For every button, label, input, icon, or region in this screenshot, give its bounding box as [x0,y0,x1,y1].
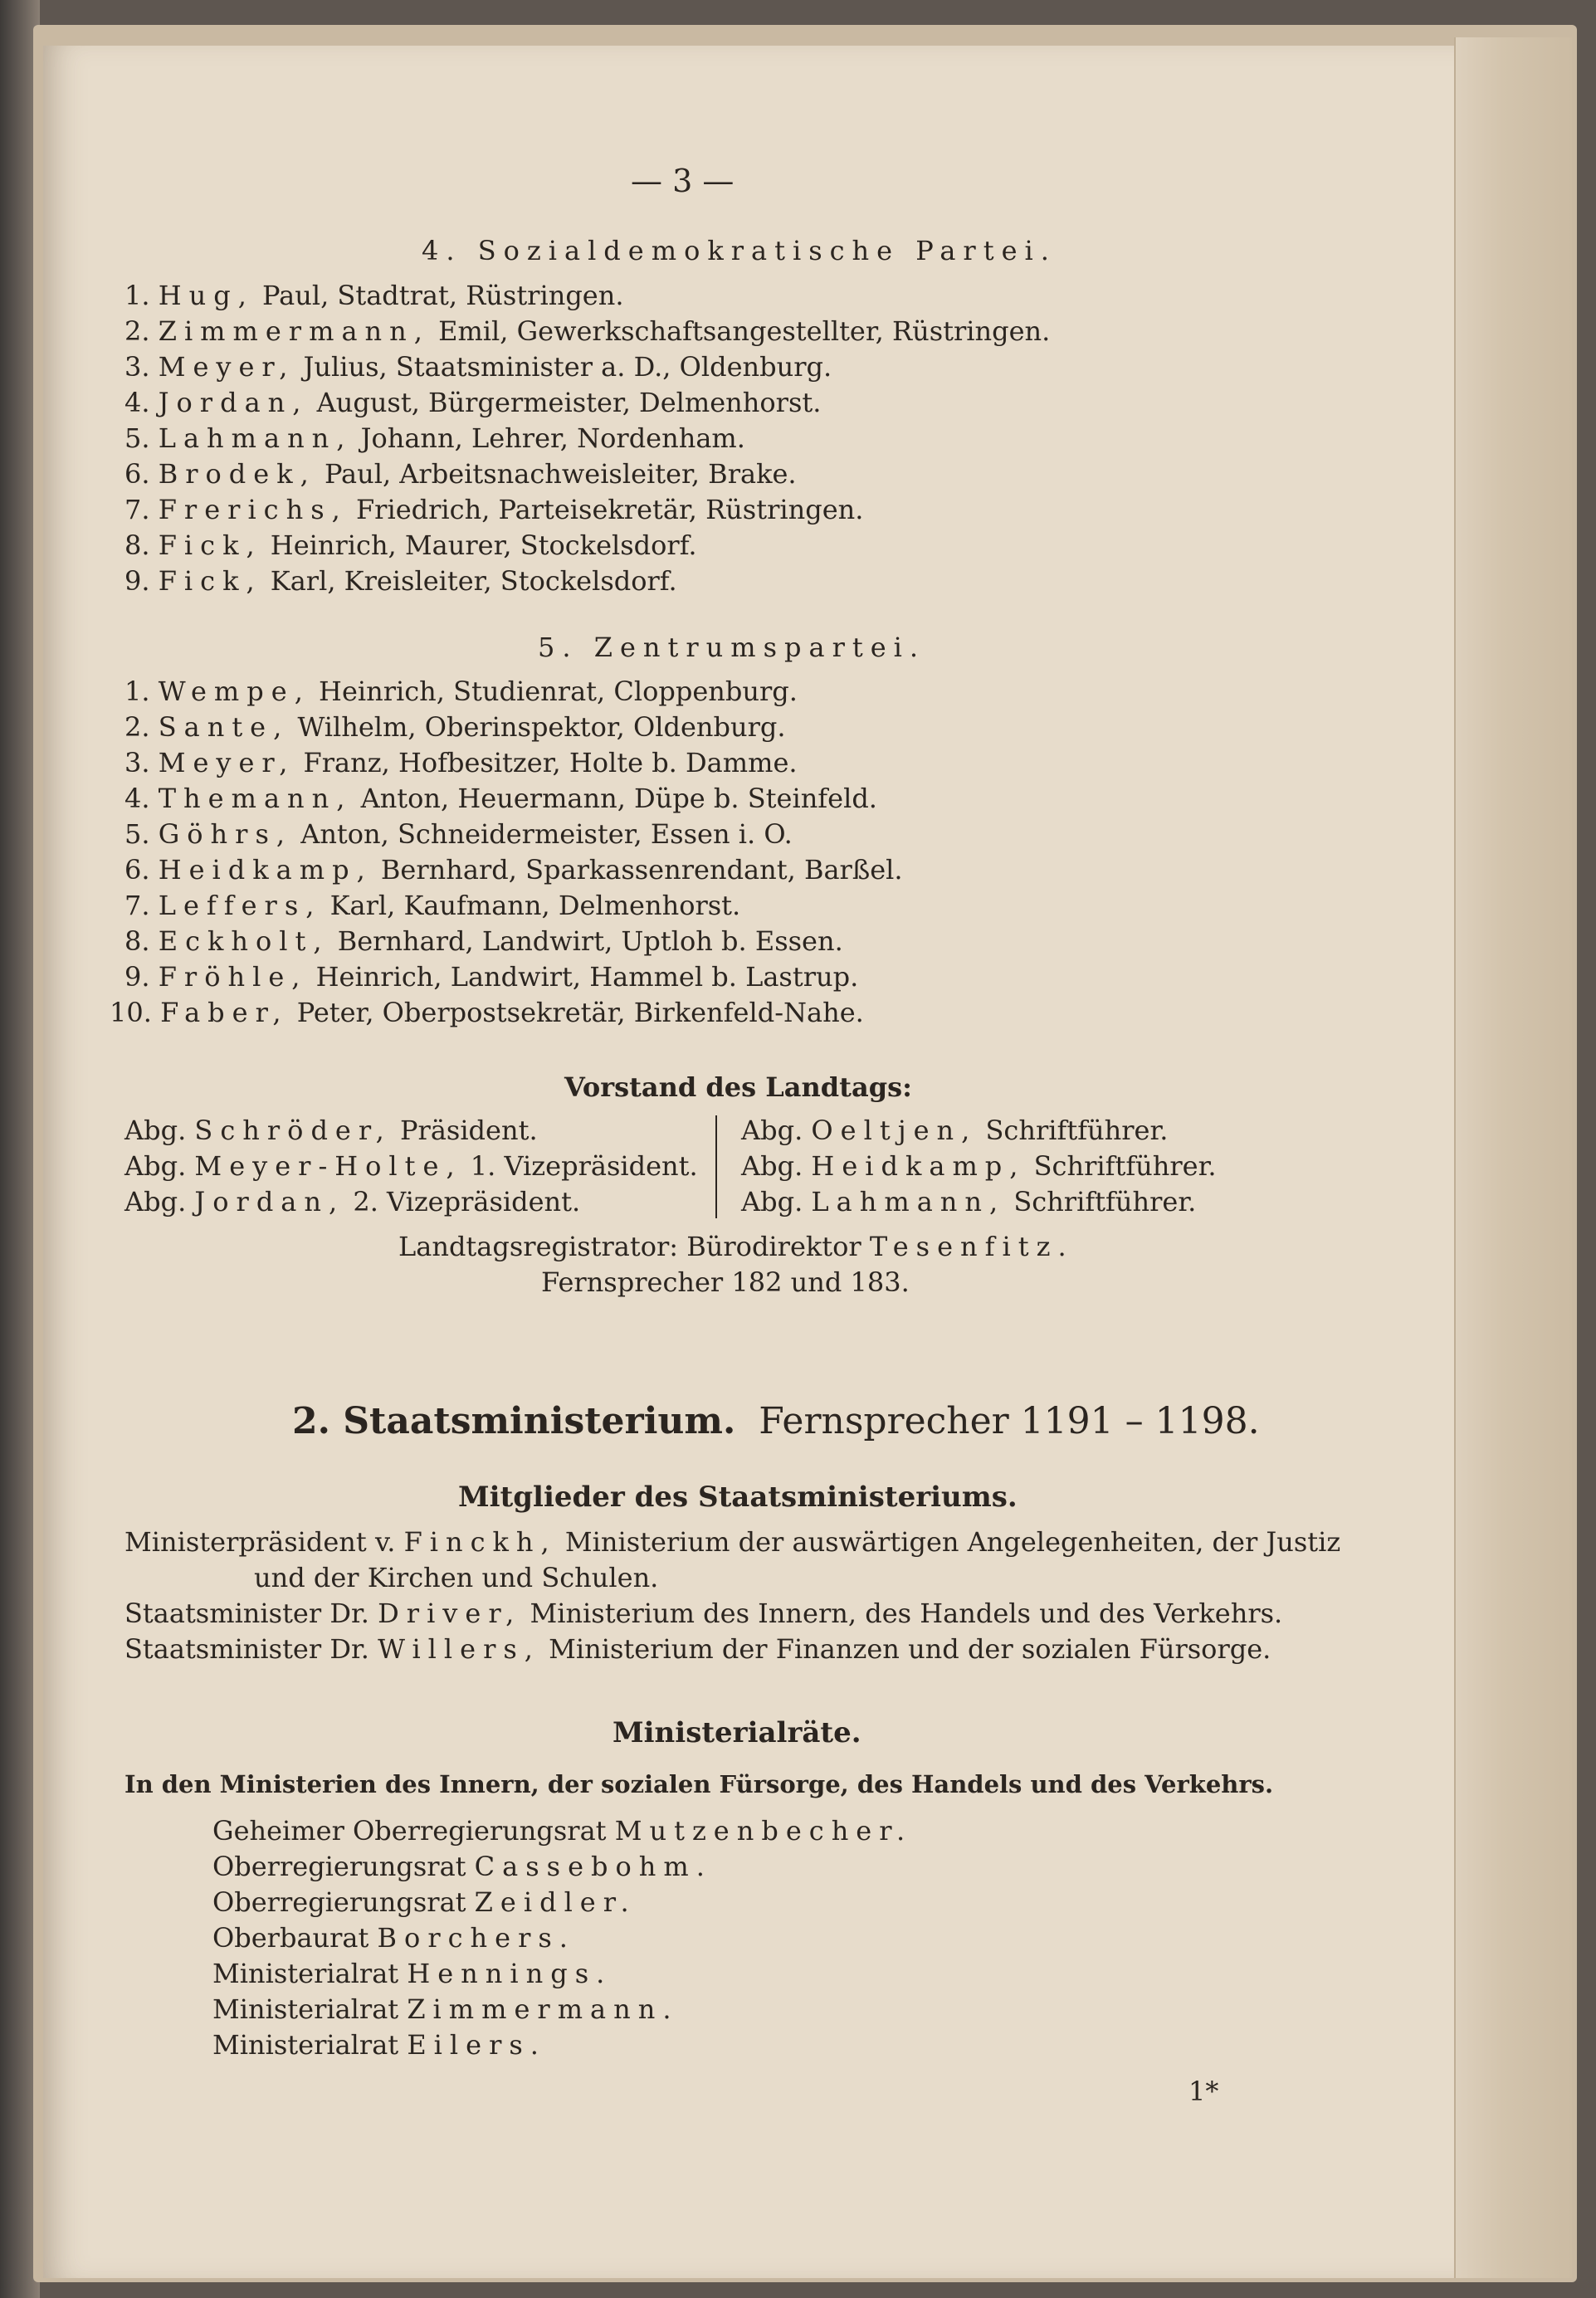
member-details: Johann, Lehrer, Nordenham. [352,422,745,454]
raete-heading: Ministerialräte. [613,1716,861,1749]
member-role: Präsident. [391,1115,538,1146]
member-name: Heidkamp, [811,1150,1026,1182]
member-name: Lahmann, [158,422,353,454]
official-title: Ministerialrat [212,1993,408,2025]
list-item [212,1993,679,2026]
member-details: Heinrich, Maurer, Stockelsdorf. [261,529,697,561]
member-name: Eckholt, [158,925,329,957]
member-name: Lahmann, [811,1186,1006,1217]
item-number: 5. [124,422,150,454]
member-details: Bernhard, Sparkassenrendant, Barßel. [372,854,903,886]
minister-entry [124,1525,1340,1559]
list-item [212,2028,546,2061]
official-name: Borchers. [377,1922,575,1954]
list-item [124,315,1050,348]
minister-title: Staatsminister Dr. [124,1598,378,1629]
list-item [124,853,903,886]
member-name: Frerichs, [158,494,348,525]
member-name: Leffers, [158,890,322,921]
list-item [124,710,786,744]
member-details: Anton, Heuermann, Düpe b. Steinfeld. [352,783,877,814]
list-item [124,279,624,312]
official-title: Geheimer Oberregierungsrat [212,1815,615,1847]
minister-portfolio: Ministerium der Finanzen und der sozialen Fürsorge. [539,1633,1271,1665]
member-name: Meyer, [158,747,295,778]
party-heading-zentrum: 5. Zentrumspartei. [538,632,926,663]
item-number: 4. [124,783,150,814]
list-item [124,746,798,779]
member-name: Oeltjen, [811,1115,978,1146]
official-name: Eilers. [407,2029,546,2061]
item-number: 1. [124,280,150,311]
member-details: Wilhelm, Oberinspektor, Oldenburg. [289,711,786,743]
abg-prefix: Abg. [124,1150,187,1182]
item-number: 9. [124,565,150,597]
minister-name: Finckh, [403,1526,557,1558]
list-item [124,529,697,562]
ministries-heading: In den Ministerien des Innern, der sozialen Fürsorge, des Handels und des Verkehrs. [124,1770,1274,1798]
landtag-phone: Fernsprecher 182 und 183. [541,1266,910,1298]
member-details: Bernhard, Landwirt, Uptloh b. Essen. [329,925,843,957]
member-role: 1. Vizepräsident. [461,1150,698,1182]
list-item [124,925,843,958]
official-name: Cassebohm. [474,1851,712,1882]
abg-prefix: Abg. [741,1115,803,1146]
member-name: Fick, [158,565,262,597]
member-details: Emil, Gewerkschaftsangestellter, Rüstringen. [429,315,1051,347]
minister-title: Ministerpräsident v. [124,1526,404,1558]
member-name: Jordan, [158,387,309,418]
minister-portfolio: Ministerium des Innern, des Handels und des Verkehrs. [521,1598,1283,1629]
item-number: 2. [124,711,150,743]
member-details: Paul, Stadtrat, Rüstringen. [253,280,624,311]
member-details: Peter, Oberpostsekretär, Birkenfeld-Nahe. [288,997,864,1028]
item-number: 8. [124,925,150,957]
item-number: 2. [124,315,150,347]
column-divider [715,1115,717,1218]
minister-name: Willers, [378,1633,540,1665]
item-number: 1. [124,676,150,707]
registrar-line [398,1230,1074,1263]
list-item [212,1814,912,1847]
member-name: Faber, [160,997,289,1028]
vorstand-heading: Vorstand des Landtags: [564,1071,912,1103]
list-item [124,386,821,419]
member-name: Schröder, [194,1115,392,1146]
official-title: Oberregierungsrat [212,1851,475,1882]
list-item [212,1886,637,1919]
list-item [124,350,832,383]
official-name: Hennings. [407,1958,613,1989]
list-item [124,457,797,490]
member-role: 2. Vizepräsident. [344,1186,581,1217]
member-name: Fick, [158,529,262,561]
list-item [212,1957,612,1990]
member-name: Meyer, [158,351,295,383]
abg-prefix: Abg. [124,1186,187,1217]
list-item [124,817,793,851]
member-details: Franz, Hofbesitzer, Holte b. Damme. [295,747,798,778]
minister-entry-continuation [254,1561,658,1594]
vorstand-entry [741,1114,1168,1147]
list-item [124,960,858,993]
item-number: 3. [124,747,150,778]
minister-portfolio: und der Kirchen und Schulen. [254,1562,659,1593]
minister-portfolio: Ministerium der auswärtigen Angelegenheiten, der Justiz [556,1526,1341,1558]
member-details: Heinrich, Landwirt, Hammel b. Lastrup. [307,961,859,993]
list-item [124,782,877,815]
member-name: Fröhle, [158,961,308,993]
item-number: 6. [124,458,150,490]
official-title: Ministerialrat [212,2029,408,2061]
abg-prefix: Abg. [741,1150,803,1182]
list-item [124,889,740,922]
member-details: Karl, Kaufmann, Delmenhorst. [321,890,741,921]
item-number: 4. [124,387,150,418]
member-name: Göhrs, [158,818,293,850]
member-details: Paul, Arbeitsnachweisleiter, Brake. [315,458,797,490]
list-item [212,1850,712,1883]
member-details: Friedrich, Parteisekretär, Rüstringen. [347,494,864,525]
member-details: Julius, Staatsminister a. D., Oldenburg. [295,351,832,383]
official-title: Oberregierungsrat [212,1886,475,1918]
item-number: 7. [124,494,150,525]
minister-entry [124,1632,1271,1666]
member-name: Themann, [158,783,353,814]
item-number: 3. [124,351,150,383]
member-role: Schriftführer. [1005,1186,1197,1217]
list-item [124,422,745,455]
member-role: Schriftführer. [977,1115,1169,1146]
official-name: Mutzenbecher. [614,1815,913,1847]
member-name: Wempe, [158,676,310,707]
member-name: Zimmermann, [158,315,430,347]
minister-title: Staatsminister Dr. [124,1633,378,1665]
signature-mark: 1* [1188,2076,1219,2107]
item-number: 10. [110,997,152,1028]
member-details: Karl, Kreisleiter, Stockelsdorf. [261,565,677,597]
vorstand-entry [124,1149,698,1183]
vorstand-entry [124,1114,538,1147]
list-item [212,1921,575,1954]
list-item [124,493,863,526]
abg-prefix: Abg. [124,1115,187,1146]
official-title: Oberbaurat [212,1922,378,1954]
list-item [110,996,864,1029]
official-name: Zimmermann. [407,1993,679,2025]
member-name: Hug, [158,280,254,311]
member-name: Sante, [158,711,290,743]
item-number: 9. [124,961,150,993]
vorstand-entry [741,1149,1217,1183]
minister-name: Driver, [378,1598,522,1629]
section-title-phone: Fernsprecher 1191 – 1198. [759,1400,1260,1442]
member-details: August, Bürgermeister, Delmenhorst. [308,387,822,418]
member-role: Schriftführer. [1025,1150,1217,1182]
item-number: 5. [124,818,150,850]
page-number: — 3 — [631,163,735,199]
members-heading: Mitglieder des Staatsministeriums. [458,1481,1018,1514]
member-name: Heidkamp, [158,854,373,886]
member-details: Anton, Schneidermeister, Essen i. O. [292,818,793,850]
vorstand-entry [124,1185,580,1218]
minister-entry [124,1597,1282,1630]
list-item [124,675,798,708]
abg-prefix: Abg. [741,1186,803,1217]
registrar-label: Landtagsregistrator: Bürodirektor [398,1231,870,1262]
official-name: Zeidler. [474,1886,637,1918]
item-number: 6. [124,854,150,886]
registrar-name: Tesenfitz. [869,1231,1074,1262]
section-title-main: 2. Staatsministerium. [292,1400,736,1442]
member-name: Meyer-Holte, [194,1150,462,1182]
member-name: Jordan, [194,1186,345,1217]
list-item [124,564,677,598]
item-number: 7. [124,890,150,921]
official-title: Ministerialrat [212,1958,408,1989]
item-number: 8. [124,529,150,561]
party-heading-sozialdemokratische: 4. Sozialdemokratische Partei. [422,235,1057,266]
vorstand-entry [741,1185,1196,1218]
member-name: Brodek, [158,458,316,490]
section-title [292,1399,1260,1444]
member-details: Heinrich, Studienrat, Cloppenburg. [310,676,798,707]
